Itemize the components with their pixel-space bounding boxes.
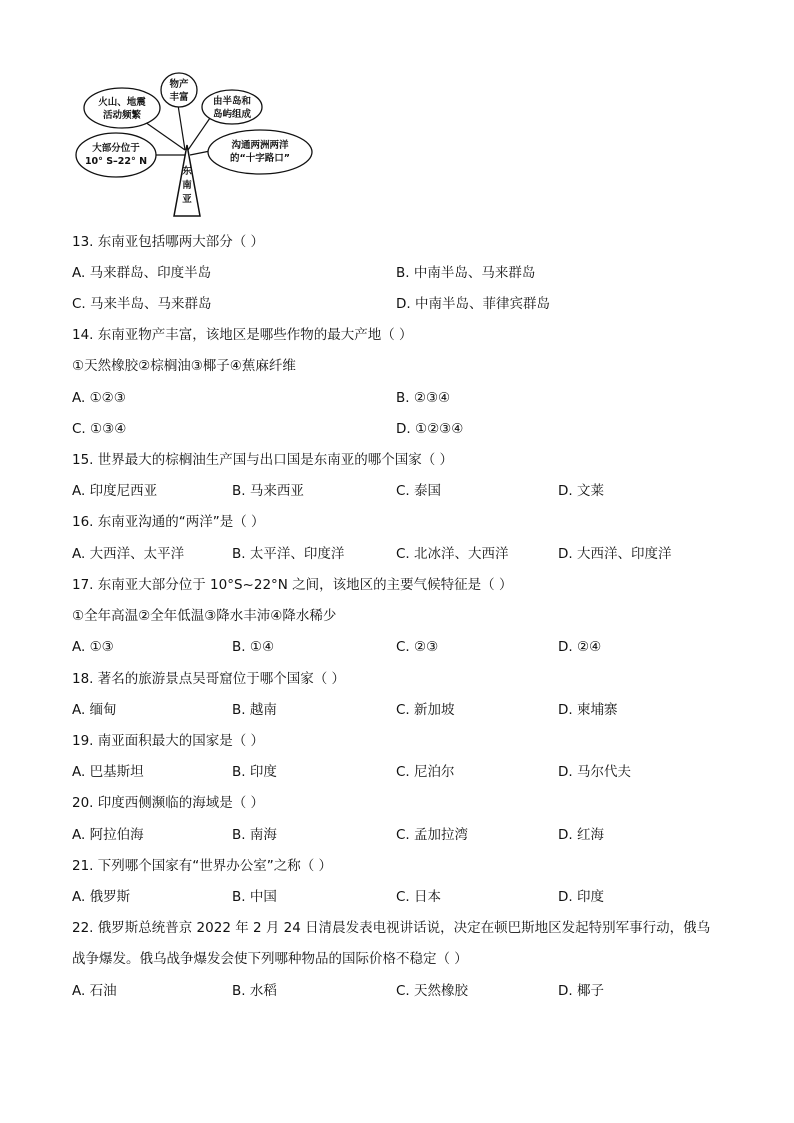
q21-option-c[interactable]: C. 日本 — [396, 889, 442, 905]
q18-option-c[interactable]: C. 新加坡 — [396, 702, 455, 718]
q20-option-d[interactable]: D. 红海 — [558, 827, 604, 843]
bubble-volcano-line2: 活动频繁 — [102, 110, 142, 121]
q18-option-d[interactable]: D. 柬埔寨 — [558, 702, 618, 718]
q15-option-b[interactable]: B. 马来西亚 — [232, 483, 304, 499]
q14-option-c[interactable]: C. ①③④ — [72, 421, 127, 437]
question-16-stem: 16. 东南亚沟通的“两洋”是（ ） — [72, 514, 265, 530]
q16-option-d[interactable]: D. 大西洋、印度洋 — [558, 546, 672, 562]
bubble-volcano — [84, 88, 160, 128]
q20-option-c[interactable]: C. 孟加拉湾 — [396, 827, 469, 843]
bubble-peninsula-line1: 由半岛和 — [212, 96, 252, 107]
question-21-stem: 21. 下列哪个国家有“世界办公室”之称（ ） — [72, 858, 333, 874]
q14-option-a[interactable]: A. ①②③ — [72, 390, 126, 406]
q22-option-d[interactable]: D. 椰子 — [558, 983, 604, 999]
question-13-stem: 13. 东南亚包括哪两大部分（ ） — [72, 234, 265, 250]
trunk-char-1: 东 — [182, 166, 192, 177]
q17-option-a[interactable]: A. ①③ — [72, 639, 114, 655]
question-19-stem: 19. 南亚面积最大的国家是（ ） — [72, 733, 265, 749]
bubble-latitude-line1: 大部分位于 — [92, 143, 140, 154]
q15-option-a[interactable]: A. 印度尼西亚 — [72, 483, 158, 499]
question-18-stem: 18. 著名的旅游景点吴哥窟位于哪个国家（ ） — [72, 671, 346, 687]
trunk-char-3: 亚 — [182, 194, 192, 205]
question-17-stem: 17. 东南亚大部分位于 10°S~22°N 之间，该地区的主要气候特征是（ ） — [72, 577, 513, 593]
bubble-products-line2: 丰富 — [169, 92, 189, 103]
q17-option-c[interactable]: C. ②③ — [396, 639, 439, 655]
bubble-crossroads-line1: 沟通两洲两洋 — [231, 140, 289, 151]
q20-option-b[interactable]: B. 南海 — [232, 827, 277, 843]
q13-option-c[interactable]: C. 马来半岛、马来群岛 — [72, 296, 212, 312]
q20-option-a[interactable]: A. 阿拉伯海 — [72, 827, 144, 843]
question-17-items: ①全年高温②全年低温③降水丰沛④降水稀少 — [72, 608, 337, 624]
bubble-crossroads-line2: 的“十字路口” — [230, 153, 290, 164]
q22-option-a[interactable]: A. 石油 — [72, 983, 117, 999]
q16-option-c[interactable]: C. 北冰洋、大西洋 — [396, 546, 509, 562]
q14-option-d[interactable]: D. ①②③④ — [396, 421, 464, 437]
question-22-stem: 22. 俄罗斯总统普京 2022 年 2 月 24 日清晨发表电视讲话说，决定在顿巴斯地区发起特别军事行动，俄乌战争爆发。俄乌战争爆发会使下列哪种物品的国际价格不稳定（ ） — [72, 920, 711, 967]
q19-option-c[interactable]: C. 尼泊尔 — [396, 764, 455, 780]
bubble-products-line1: 物产 — [169, 79, 189, 90]
question-14-items: ①天然橡胶②棕榈油③椰子④蕉麻纤维 — [72, 358, 296, 374]
bubble-crossroads — [208, 130, 312, 174]
question-14-stem: 14. 东南亚物产丰富，该地区是哪些作物的最大产地（ ） — [72, 327, 413, 343]
q19-option-a[interactable]: A. 巴基斯坦 — [72, 764, 144, 780]
concept-tree-svg — [70, 70, 330, 220]
q16-option-b[interactable]: B. 太平洋、印度洋 — [232, 546, 345, 562]
bubble-volcano-line1: 火山、地震 — [98, 97, 146, 108]
q16-option-a[interactable]: A. 大西洋、太平洋 — [72, 546, 185, 562]
q18-option-a[interactable]: A. 缅甸 — [72, 702, 117, 718]
q19-option-b[interactable]: B. 印度 — [232, 764, 277, 780]
bubble-peninsula-line2: 岛屿组成 — [212, 109, 252, 120]
question-20-stem: 20. 印度西侧濒临的海域是（ ） — [72, 795, 265, 811]
q22-option-b[interactable]: B. 水稻 — [232, 983, 277, 999]
q15-option-c[interactable]: C. 泰国 — [396, 483, 442, 499]
q14-option-b[interactable]: B. ②③④ — [396, 390, 451, 406]
q13-option-a[interactable]: A. 马来群岛、印度半岛 — [72, 265, 212, 281]
q21-option-b[interactable]: B. 中国 — [232, 889, 277, 905]
question-15-stem: 15. 世界最大的棕榈油生产国与出口国是东南亚的哪个国家（ ） — [72, 452, 454, 468]
q15-option-d[interactable]: D. 文莱 — [558, 483, 604, 499]
q13-option-b[interactable]: B. 中南半岛、马来群岛 — [396, 265, 536, 281]
q17-option-b[interactable]: B. ①④ — [232, 639, 275, 655]
q13-option-d[interactable]: D. 中南半岛、菲律宾群岛 — [396, 296, 550, 312]
q17-option-d[interactable]: D. ②④ — [558, 639, 602, 655]
q19-option-d[interactable]: D. 马尔代夫 — [558, 764, 631, 780]
bubble-latitude — [76, 133, 156, 177]
q21-option-d[interactable]: D. 印度 — [558, 889, 604, 905]
q18-option-b[interactable]: B. 越南 — [232, 702, 277, 718]
q22-option-c[interactable]: C. 天然橡胶 — [396, 983, 469, 999]
trunk-char-2: 南 — [182, 180, 192, 191]
q21-option-a[interactable]: A. 俄罗斯 — [72, 889, 131, 905]
bubble-latitude-line2: 10° S–22° N — [84, 156, 148, 167]
southeast-asia-diagram — [70, 70, 330, 220]
